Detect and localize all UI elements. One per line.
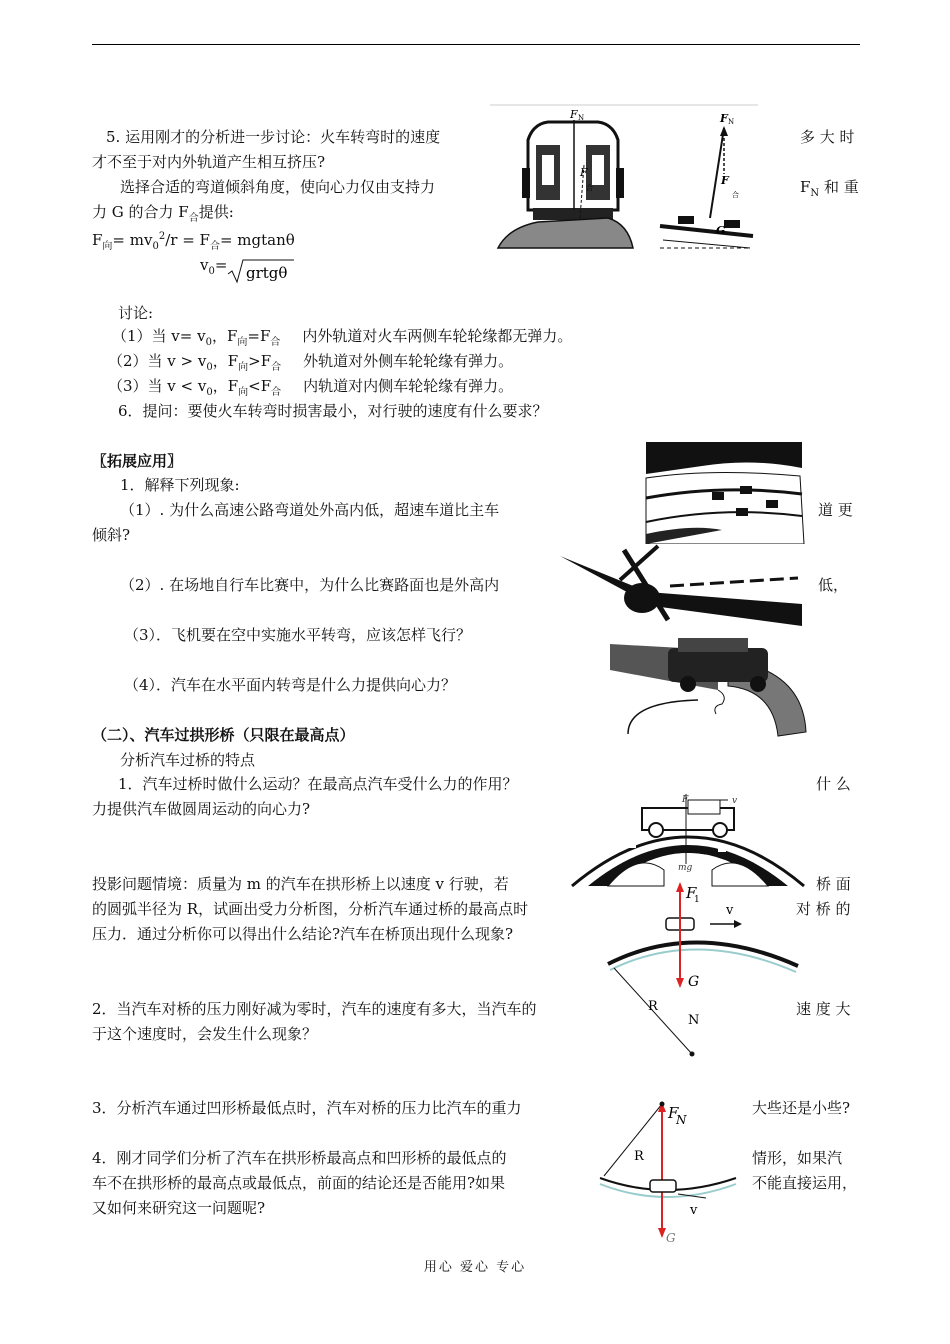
- svg-text:G: G: [666, 1231, 676, 1245]
- expand-intro: 1．解释下列现象:: [120, 476, 240, 494]
- car-turning-photo: [608, 630, 808, 738]
- q5-line3-tail: $F_N$ 和 重: [800, 178, 859, 199]
- svg-text:F: F: [721, 174, 729, 187]
- q5-line2: 才不至于对内外轨道产生相互挤压?: [92, 153, 326, 171]
- q5-line4: 力 G 的合力 $F_合$提供:: [92, 203, 234, 224]
- bridge-p4-tail: 大些还是小些?: [752, 1099, 851, 1117]
- discussion-item-1: （1）当 $v= v_0$，$F_向=F_合$ 内外轨道对火车两侧车轮轮缘都无弹力。: [112, 327, 573, 348]
- question-6: 6．提问：要使火车转弯时损害最小，对行驶的速度有什么要求？: [118, 402, 548, 420]
- bridge-force-diagram: [600, 880, 800, 1062]
- bridge-p3-tail: 速 度 大: [796, 1000, 851, 1018]
- airplane-figure: [558, 540, 808, 630]
- svg-text:合: 合: [586, 184, 593, 192]
- svg-text:N: N: [728, 118, 735, 126]
- expand-heading: 〖拓展应用〗: [92, 452, 183, 470]
- expand-item-2: （2）. 在场地自行车比赛中，为什么比赛路面也是外高内: [120, 576, 500, 594]
- svg-text:G: G: [716, 224, 726, 237]
- bridge-heading: （二）、汽车过拱形桥（只限在最高点）: [92, 726, 355, 744]
- bridge-p3: 2．当汽车对桥的压力刚好减为零时，汽车的速度有多大，当汽车的: [92, 1000, 537, 1018]
- svg-text:F: F: [668, 1104, 679, 1122]
- svg-text:v: v: [732, 796, 738, 806]
- expand-item-2-tail: 低，: [818, 576, 849, 594]
- valley-bridge-diagram: [596, 1096, 746, 1248]
- expand-item-1: （1）. 为什么高速公路弯道处外高内低，超速车道比主车: [120, 501, 500, 519]
- bridge-p1-cont: 力提供汽车做圆周运动的向心力?: [92, 800, 311, 818]
- svg-text:N: N: [688, 1013, 700, 1028]
- discussion-item-3: （3）当 $v < v_0$，$F_向<F_合$ 内轨道对内侧车轮轮缘有弹力。: [108, 377, 514, 398]
- expand-item-3: （3）．飞机要在空中实施水平转弯，应该怎样飞行？: [124, 626, 472, 644]
- bridge-p1: 1．汽车过桥时做什么运动？在最高点汽车受什么力的作用？: [118, 775, 518, 793]
- header-rule: [92, 44, 860, 45]
- svg-text:grtgθ: grtgθ: [246, 264, 288, 282]
- bridge-p5-line3: 又如何来研究这一问题呢?: [92, 1199, 266, 1217]
- expand-item-4: （4）．汽车在水平面内转弯是什么力提供向心力？: [124, 676, 457, 694]
- expand-item-1-cont: 倾斜?: [92, 526, 131, 544]
- bridge-p2-line2: 的圆弧半径为 R，试画出受力分析图，分析汽车通过桥的最高点时: [92, 900, 529, 918]
- svg-text:F: F: [570, 108, 578, 121]
- svg-text:N: N: [676, 1113, 687, 1127]
- bridge-sub: 分析汽车过桥的特点: [120, 751, 256, 769]
- discussion-title: 讨论:: [118, 304, 154, 322]
- bridge-p5-line2-tail: 不能直接运用，: [752, 1174, 858, 1192]
- discussion-item-2: （2）当 $v > v_0$，$F_向>F_合$ 外轨道对外侧车轮轮缘有弹力。: [108, 352, 514, 373]
- q5-equation2: $v_0=$: [200, 256, 228, 277]
- bridge-p2-line3: 压力．通过分析你可以得出什么结论?汽车在桥顶出现什么现象?: [92, 925, 514, 943]
- svg-text:v: v: [726, 903, 734, 918]
- banked-highway-photo: [642, 438, 808, 544]
- svg-text:G: G: [688, 974, 700, 990]
- bridge-p5: 4．刚才同学们分析了汽车在拱形桥最高点和凹形桥的最低点的: [92, 1149, 507, 1167]
- q5-line3: 选择合适的弯道倾斜角度，使向心力仅由支持力: [120, 178, 436, 196]
- bridge-p2-line2-tail: 对 桥 的: [796, 900, 851, 918]
- bridge-p1-tail: 什 么: [816, 775, 851, 793]
- bridge-p5-line2: 车不在拱形桥的最高点或最低点，前面的结论还是否能用?如果: [92, 1174, 506, 1192]
- bridge-p4: 3．分析汽车通过凹形桥最低点时，汽车对桥的压力比汽车的重力: [92, 1099, 522, 1117]
- expand-item-1-tail: 道 更: [818, 501, 853, 519]
- train-force-figure: [488, 100, 760, 255]
- svg-text:v: v: [690, 1203, 698, 1218]
- svg-text:F: F: [580, 166, 588, 179]
- svg-text:F: F: [686, 884, 697, 902]
- bridge-p3-cont: 于这个速度时，会发生什么现象？: [92, 1025, 318, 1043]
- page-footer: 用心 爱心 专心: [423, 1260, 527, 1275]
- sqrt-sign: [226, 258, 296, 286]
- q5-line1: 5. 运用刚才的分析进一步讨论：火车转弯时的速度: [106, 128, 441, 146]
- bridge-p2-tail: 桥 面: [816, 875, 851, 893]
- svg-text:F: F: [720, 112, 728, 125]
- svg-text:R: R: [634, 1149, 644, 1164]
- q5-equation1: $F_向= mv_0^2/r = F_合= mgtan\theta$: [92, 231, 295, 252]
- svg-text:mg: mg: [678, 863, 693, 873]
- svg-text:N: N: [578, 114, 585, 122]
- svg-text:1: 1: [694, 895, 700, 905]
- bridge-p5-tail: 情形，如果汽: [752, 1149, 843, 1167]
- arch-bridge-figure: [568, 790, 808, 890]
- bridge-p2: 投影问题情境：质量为 m 的汽车在拱形桥上以速度 v 行驶，若: [92, 875, 509, 893]
- q5-line1-tail: 多 大 时: [800, 128, 855, 146]
- svg-text:合: 合: [732, 191, 739, 199]
- svg-text:F: F: [682, 795, 689, 805]
- svg-text:R: R: [648, 999, 658, 1014]
